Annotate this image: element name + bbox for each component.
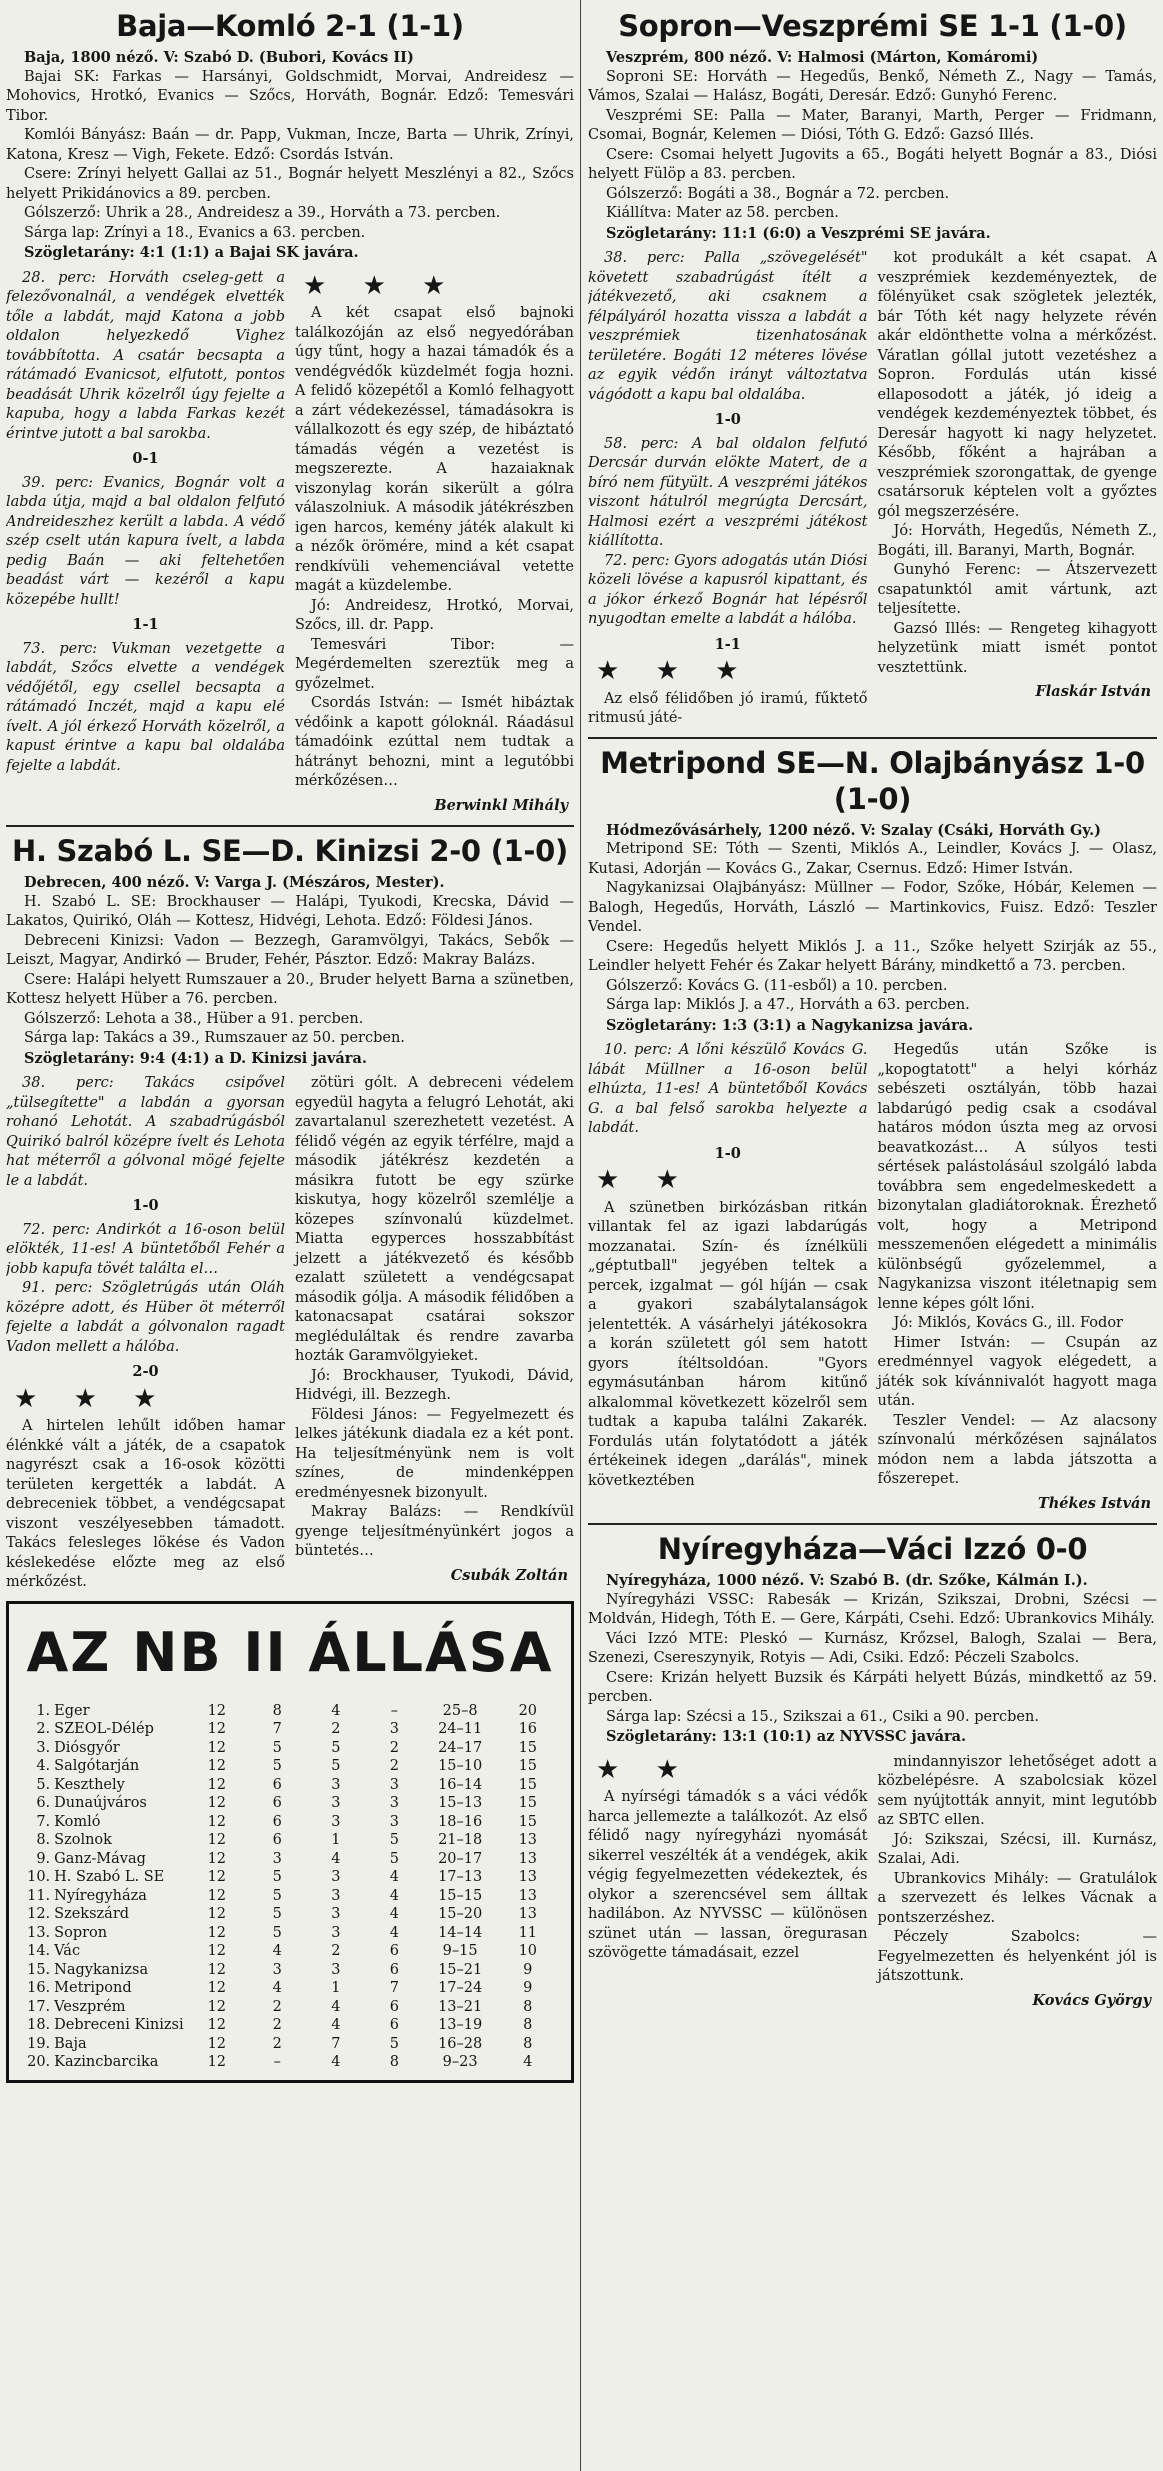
stat-cell: 5 — [272, 1758, 282, 1774]
coach-quote: Temesvári Tibor: — Megérdemelten szereztük meg a győzelmet. — [295, 636, 574, 692]
venue-line: Baja, 1800 néző. V: Szabó D. (Bubori, Kovács II) — [24, 49, 414, 66]
team-line: H. Szabó L. SE: Brockhauser — Halápi, Tyukodi, Krecska, Dávid — Lakatos, Quirikó, Oláh — Kottesz, Hidvégi, Lehota. Edző: Földesi János. — [6, 893, 574, 929]
score-line: 1-0 — [132, 1197, 159, 1214]
report-text: A hirtelen lehűlt időben hamar élénkké vált a játék, de a csapatok nagyrészt csak a 16-osok közötti területen kergették a labdát. A debreceniek többet, a vendégcsapat viszont veszélyesebben támadott. Takács felesleges lökése és Vadon késlekedése előzte meg az első mérkőzést. — [6, 1418, 285, 1590]
table-row — [21, 1831, 559, 1850]
rank-cell: 6. — [36, 1795, 51, 1811]
stat-cell: 4 — [331, 2054, 341, 2070]
stat-cell: 12 — [207, 1850, 227, 1867]
venue-line: Hódmezővásárhely, 1200 néző. V: Szalay (Csáki, Horváth Gy.) — [606, 821, 1102, 839]
team-line: Veszprémi SE: Palla — Mater, Baranyi, Marth, Perger — Fridmann, Csomai, Bognár, Kelemen — Diósi, Tóth G. Edző: Gazsó Illés. — [588, 107, 1157, 143]
goal-description: 39. perc: Evanics, Bognár volt a labda útja, majd a bal oldalon felfutó Andreideszhez került a labda. A védő szép cselt után kapura ívelt, a labda pedig Baán — aki feltehetően beadást várt — kezéről a kapu közepébe hullt! — [6, 474, 285, 608]
stat-cell: 16–28 — [438, 2035, 483, 2052]
stat-cell: 8 — [523, 2017, 533, 2033]
score-line: 1-0 — [714, 1144, 741, 1162]
score-line: 1-1 — [714, 635, 741, 653]
goal-description: 91. perc: Szögletrúgás után Oláh középre adott, és Hüber öt méterről fejelte a labdát a gólvonalon ragadt Vadon mellett a hálóba. — [6, 1280, 285, 1355]
stat-cell: 13–19 — [438, 2017, 483, 2033]
stat-cell: 17–24 — [438, 1980, 483, 1996]
stat-cell: 3 — [331, 1869, 341, 1885]
match-lineup — [6, 48, 574, 263]
table-row — [21, 1924, 559, 1943]
team-line: Nagykanizsai Olajbányász: Müllner — Fodor, Szőke, Hóbár, Kelemen — Balogh, Hegedűs, Horváth, László — Martinkovics, Fuisz. Edző: Teszler Vendel. — [588, 880, 1157, 935]
verdict-line: Jó: Andreidesz, Hrotkó, Morvai, Szőcs, ill. dr. Papp. — [295, 597, 574, 633]
stat-cell: 5 — [272, 1887, 282, 1904]
stat-cell: 24–17 — [438, 1739, 483, 1756]
verdict-line: Jó: Miklós, Kovács G., ill. Fodor — [893, 1315, 1123, 1331]
team-cell: Kazincbarcika — [54, 2054, 159, 2070]
stat-cell: 13 — [518, 1887, 538, 1904]
stat-cell: 4 — [389, 1887, 400, 1904]
report-column — [878, 249, 1158, 729]
stat-cell: 17–13 — [438, 1869, 483, 1885]
stat-cell: 7 — [272, 1721, 282, 1737]
coach-quote: Gazsó Illés: — Rengeteg kihagyott helyzetünk miatt ismét pontot vesztettünk. — [877, 620, 1157, 676]
report-column — [588, 1753, 868, 2013]
table-row — [21, 2035, 559, 2054]
table-row — [21, 1739, 559, 1758]
table-row — [21, 1887, 559, 1906]
table-row — [21, 1850, 559, 1869]
subs-line: Csere: Krizán helyett Buzsik és Kárpáti helyett Búzás, mindkettő az 59. percben. — [588, 1669, 1157, 1705]
cards-line: Sárga lap: Takács a 39., Rumszauer az 50. percben. — [24, 1030, 405, 1046]
stat-cell: 3 — [389, 1813, 400, 1830]
stat-cell: 9–23 — [442, 2054, 478, 2070]
goal-description: 28. perc: Horváth cseleg-gett a felezővonalnál, a vendégek elvették tőle a labdát, majd Katona a jobb oldalon helyezkedő Vighez továbbította. A csatár becsapta a rátámadó Evanicsot, elfutott, pontos beadását Uhrik közelről úgy fejelte a kapuba, hogy a labda Farkas kezét érintve jutott a bal sarokba. — [6, 269, 285, 442]
subs-line: Csere: Halápi helyett Rumszauer a 20., Bruder helyett Barna a szünetben, Kottesz helyett Hüber a 76. percben. — [6, 971, 574, 1007]
coach-quote: Csordás István: — Ismét hibáztak védőink a kapott góloknál. Ráadásul támadóink ezúttal nem tudtak a hátrányt behozni, mint a legutóbbi mérkőzésen… — [295, 695, 574, 789]
stat-cell: 12 — [207, 1887, 227, 1904]
stat-cell: 12 — [207, 1980, 227, 1996]
venue-line: Nyíregyháza, 1000 néző. V: Szabó B. (dr. Szőke, Kálmán I.). — [606, 1572, 1088, 1589]
table-row — [21, 1757, 559, 1776]
stat-cell: 5 — [389, 1850, 400, 1867]
goal-description: 72. perc: Andirkót a 16-oson belül elökték, 11-es! A büntetőből Fehér a jobb kapufa tövét találta el… — [6, 1221, 285, 1277]
match-lineup — [588, 48, 1157, 243]
stat-cell: 15 — [518, 1739, 538, 1756]
stat-cell: 25–8 — [442, 1702, 478, 1719]
match-lineup — [588, 1571, 1157, 1747]
report-text: kot produkált a két csapat. A veszprémiek kezdeményeztek, de fölényüket csak szögletek jelezték, bár Tóth két nagy helyzete révén akár eldönthette volna a mérkőzést. Váratlan góllal jutott vezetéshez a Sopron. Fordulás után kissé ellaposodott a játék, jó ideig a vendégek kezdeményeztek többet, és Deresár hagyott ki nagy helyzetet. Később, főként a hajrában a veszprémiek szorongattak, de gyenge csatársoruk képtelen volt a győztes gól megszerzésére. — [877, 250, 1157, 520]
report-column — [295, 1074, 574, 1593]
stat-cell: 4 — [523, 2054, 533, 2070]
standings-box — [6, 1601, 574, 2083]
corners-line: Szögletarány: 4:1 (1:1) a Bajai SK javára. — [24, 244, 359, 261]
table-row — [21, 1813, 559, 1832]
team-cell: Dunaújváros — [54, 1795, 147, 1811]
stat-cell: 10 — [518, 1943, 538, 1959]
team-line: Váci Izzó MTE: Pleskó — Kurnász, Krőzsel, Balogh, Szalai — Bera, Szenezi, Csereszynyik, Rotyis — Adi, Csiki. Edző: Péczeli Szabolcs. — [588, 1630, 1157, 1666]
stat-cell: 4 — [389, 1906, 400, 1922]
stat-cell: 13 — [518, 1906, 538, 1922]
rank-cell: 11. — [27, 1887, 51, 1904]
stat-cell: 8 — [389, 2054, 400, 2070]
team-cell: Sopron — [54, 1924, 108, 1941]
match-report — [588, 1041, 1157, 1515]
table-row — [21, 1794, 559, 1813]
goal-description: 38. perc: Palla „szövegelését" követett szabadrúgást ítélt a játékvezető, aki csaknem a félpályáról hozatta vissza a labdát a veszprémiek tizenhatosának területére. Bogáti 12 méteres lövése az egyik védőn irányt változtatva vágódott a kapu bal oldalába. — [588, 250, 868, 403]
match-headline: Sopron—Veszprémi SE 1-1 (1-0) — [618, 9, 1127, 43]
stat-cell: 12 — [207, 1924, 227, 1941]
red-card-line: Kiállítva: Mater az 58. percben. — [606, 205, 839, 221]
stat-cell: 2 — [272, 1998, 282, 2015]
byline: Thékes István — [1037, 1494, 1151, 1512]
match-report — [6, 269, 574, 818]
team-line: Komlói Bányász: Baán — dr. Papp, Vukman, Incze, Barta — Uhrik, Zrínyi, Katona, Kresz — Vigh, Fekete. Edző: Csordás István. — [6, 127, 574, 163]
stat-cell: 7 — [389, 1980, 400, 1996]
report-column — [588, 249, 868, 729]
rank-cell: 10. — [27, 1869, 51, 1885]
match-headline: H. Szabó L. SE—D. Kinizsi 2-0 (1-0) — [11, 834, 569, 868]
stat-cell: 9–15 — [442, 1943, 478, 1959]
table-row — [21, 1868, 559, 1887]
stat-cell: 12 — [207, 1998, 227, 2015]
stat-cell: 1 — [331, 1980, 341, 1996]
team-cell: Szolnok — [54, 1832, 112, 1848]
match-report — [588, 249, 1157, 729]
stat-cell: 12 — [207, 2035, 227, 2052]
team-cell: H. Szabó L. SE — [54, 1869, 165, 1885]
stat-cell: 15 — [518, 1795, 538, 1811]
rank-cell: 7. — [36, 1813, 51, 1830]
stat-cell: 12 — [207, 1832, 227, 1848]
stat-cell: 12 — [207, 1776, 227, 1793]
stat-cell: 7 — [331, 2035, 341, 2052]
stat-cell: 6 — [389, 2017, 400, 2033]
table-row — [21, 1702, 559, 1721]
rank-cell: 8. — [36, 1832, 51, 1848]
team-cell: Eger — [54, 1702, 90, 1719]
goal-description: 73. perc: Vukman vezetgette a labdát, Szőcs elvette a vendégek védőjétől, egy csellel becsapta a rátámadó Inczét, majd a kapu elé ívelt. A jól érkező Horváth közelről, a kapust érintve a kapu bal oldalába fejelte a labdát. — [6, 640, 285, 774]
rank-cell: 14. — [27, 1943, 51, 1959]
corners-line: Szögletarány: 1:3 (3:1) a Nagykanizsa javára. — [606, 1016, 974, 1034]
team-cell: Ganz-Mávag — [54, 1850, 146, 1867]
report-text: Az első félidőben jó iramú, fűktető ritmusú játé- — [588, 690, 868, 726]
report-column — [878, 1753, 1158, 2013]
score-line: 1-0 — [714, 411, 741, 428]
venue-line: Veszprém, 800 néző. V: Halmosi (Márton, Komáromi) — [606, 49, 1039, 66]
report-column — [6, 1074, 285, 1593]
stat-cell: 1 — [331, 1832, 341, 1848]
rank-cell: 12. — [27, 1906, 51, 1922]
table-row — [21, 1998, 559, 2017]
report-column — [588, 1041, 868, 1515]
table-row — [21, 1942, 559, 1961]
stat-cell: 15–13 — [438, 1795, 483, 1811]
rank-cell: 2. — [36, 1721, 51, 1737]
stat-cell: 8 — [523, 2035, 533, 2052]
stat-cell: 4 — [331, 1702, 341, 1719]
team-cell: Nyíregyháza — [54, 1887, 147, 1904]
rank-cell: 15. — [27, 1961, 51, 1978]
stat-cell: 12 — [207, 1702, 227, 1719]
stat-cell: 8 — [523, 1998, 533, 2015]
stat-cell: 15–21 — [438, 1961, 483, 1978]
cards-line: Sárga lap: Szécsi a 15., Szikszai a 61., Csiki a 90. percben. — [606, 1708, 1039, 1725]
stat-cell: 13 — [518, 1869, 538, 1885]
team-cell: Komló — [54, 1813, 101, 1830]
table-row — [21, 2016, 559, 2035]
coach-quote: Himer István: — Csupán az eredménnyel vagyok elégedett, a játék sok kívánnivalót hagyott maga után. — [877, 1334, 1157, 1409]
stat-cell: 3 — [331, 1924, 341, 1941]
rating-stars: ★ ★ — [596, 1754, 693, 1785]
stat-cell: 20 — [518, 1702, 538, 1719]
stat-cell: – — [273, 2054, 281, 2070]
rating-stars: ★ ★ ★ — [596, 656, 753, 686]
corners-line: Szögletarány: 11:1 (6:0) a Veszprémi SE javára. — [606, 224, 991, 242]
goal-description: 10. perc: A lőni készülő Kovács G. lábát Müllner a 16-oson belül elhúzta, 11-es! A büntetőből Kovács G. a bal felső sarokba helyezte a labdát. — [588, 1042, 868, 1136]
stat-cell: 3 — [331, 1887, 341, 1904]
team-line: Soproni SE: Horváth — Hegedűs, Benkő, Németh Z., Nagy — Tamás, Vámos, Szalai — Halász, Bogáti, Deresár. Edző: Gunyhó Ferenc. — [588, 68, 1157, 104]
coach-quote: Ubrankovics Mihály: — Gratulálok a szervezett és lelkes Vácnak a pontszerzéshez. — [877, 1870, 1157, 1926]
subs-line: Csere: Hegedűs helyett Miklós J. a 11., Szőke helyett Szirják az 55., Leindler helyett Fehér és Zakar helyett Bárány, mindkettő a 73. percben. — [588, 938, 1157, 974]
stat-cell: 12 — [207, 1813, 227, 1830]
stat-cell: 18–16 — [438, 1813, 483, 1830]
team-cell: Szekszárd — [54, 1906, 130, 1922]
byline: Berwinkl Mihály — [434, 796, 568, 814]
stat-cell: 2 — [331, 1943, 341, 1959]
match-lineup — [6, 873, 574, 1068]
scorers-line: Gólszerző: Kovács G. (11-esből) a 10. percben. — [606, 977, 948, 994]
stat-cell: 4 — [331, 1850, 341, 1867]
coach-quote: Gunyhó Ferenc: — Átszervezett csapatunktól amit vártunk, azt teljesítette. — [877, 562, 1157, 617]
goal-description: 38. perc: Takács csipővel „tülsegítette" a labdán a gyorsan rohanó Lehotát. A szabadrúgásból Quirikó balról középre ívelt és Lehota hat méterről a gólvonal mögé fejelte le a labdát. — [6, 1075, 285, 1189]
goal-description: 72. perc: Gyors adogatás után Diósi közeli lövése a kapusról kipattant, és a jókor érkező Bognár hat lépésről nyugodtan emelte a labdát a hálóba. — [588, 552, 868, 627]
stat-cell: 12 — [207, 1795, 227, 1811]
report-column — [295, 269, 574, 818]
team-cell: Keszthely — [54, 1776, 125, 1793]
goal-description: 58. perc: A bal oldalon felfutó Dercsár durván elökte Matert, de a bíró nem fütyült. A veszprémi játékos viszont hátulról megrúgta Dercsárt, Halmosi ezért a veszprémi játékost kiállította. — [588, 435, 868, 549]
rank-cell: 18. — [27, 2017, 51, 2033]
stat-cell: 3 — [331, 1795, 341, 1811]
stat-cell: 3 — [389, 1795, 400, 1811]
stat-cell: 2 — [389, 1758, 400, 1774]
stat-cell: 16 — [518, 1721, 538, 1737]
team-cell: Metripond — [54, 1980, 132, 1996]
report-text: A két csapat első bajnoki találkozóján az első negyedórában úgy tűnt, hogy a hazai támadók és a vendégvédők küzdelmét fogja hozni. A felidő közepétől a Komló felhagyott a zárt védekezéssel, támadásokra is vállalkozott és egy szép, de hibáztató támadás végén a vezetést is megszerezte. A hazaiaknak viszonylag korán sikerült a gólra válaszolniuk. A második játékrészben igen harcos, kemény játék alakult ki a nézők örömére, mind a két csapat rendkívüli vehemenciával vetette magát a küzdelembe. — [295, 305, 574, 594]
venue-line: Debrecen, 400 néző. V: Varga J. (Mészáros, Mester). — [24, 874, 445, 891]
team-cell: Diósgyőr — [54, 1739, 120, 1756]
stat-cell: 4 — [331, 2017, 341, 2033]
coach-quote: Földesi János: — Fegyelmezett és lelkes játékunk diadala ez a két pont. Ha teljesítményünk nem is volt színes, de mindenképpen eredményesnek bizonyult. — [295, 1406, 574, 1501]
rank-cell: 13. — [27, 1924, 51, 1941]
stat-cell: 12 — [207, 1961, 227, 1978]
rank-cell: 17. — [27, 1998, 51, 2015]
stat-cell: 15 — [518, 1758, 538, 1774]
corners-line: Szögletarány: 9:4 (4:1) a D. Kinizsi javára. — [24, 1049, 367, 1067]
stat-cell: 5 — [272, 1739, 282, 1756]
verdict-line: Jó: Brockhauser, Tyukodi, Dávid, Hidvégi, ill. Bezzegh. — [295, 1367, 574, 1403]
rank-cell: 1. — [36, 1702, 51, 1719]
stat-cell: 3 — [331, 1961, 341, 1978]
match-headline: Baja—Komló 2-1 (1-1) — [116, 9, 464, 43]
stat-cell: 6 — [272, 1813, 282, 1830]
coach-quote: Makray Balázs: — Rendkívül gyenge teljesítményünkért jogos a büntetés… — [295, 1504, 574, 1559]
rank-cell: 16. — [27, 1980, 51, 1996]
report-text: A nyírségi támadók s a váci védők harca jellemezte a találkozót. Az első félidő nagy nyíregyházi nyomását sikerrel veszélték át a vendégek, akik végig fegyelmezetten védekeztek, és olykor a szerencsével sem álltak hadilábon. Az NYVSSC — különösen szünet után — lassan, öregurasan szövögette támadásait, ezzel — [588, 1789, 868, 1961]
stat-cell: 14–14 — [438, 1924, 483, 1941]
team-cell: SZEOL-Délép — [54, 1721, 154, 1737]
stat-cell: 15 — [518, 1813, 538, 1830]
table-row — [21, 1979, 559, 1998]
section-divider — [588, 737, 1157, 739]
stat-cell: 2 — [272, 2035, 282, 2052]
rating-stars: ★ ★ ★ — [14, 1383, 171, 1414]
team-cell: Baja — [54, 2035, 87, 2052]
stat-cell: 4 — [272, 1943, 282, 1959]
stat-cell: 2 — [389, 1739, 400, 1756]
stat-cell: 4 — [331, 1998, 341, 2015]
section-divider — [588, 1523, 1157, 1525]
match-headline: Metripond SE—N. Olajbányász 1-0 (1-0) — [600, 745, 1145, 816]
stat-cell: 15 — [518, 1776, 538, 1793]
byline: Kovács György — [1032, 1991, 1151, 2009]
team-cell: Salgótarján — [54, 1758, 140, 1774]
stat-cell: 15–10 — [438, 1758, 483, 1774]
subs-line: Csere: Csomai helyett Jugovits a 65., Bogáti helyett Bognár a 83., Diósi helyett Fülöp a 83. percben. — [588, 146, 1157, 182]
report-column — [6, 269, 285, 818]
corners-line: Szögletarány: 13:1 (10:1) az NYVSSC javára. — [606, 1728, 967, 1745]
stat-cell: 9 — [523, 1980, 533, 1996]
team-line: Metripond SE: Tóth — Szenti, Miklós A., Leindler, Kovács J. — Olasz, Kutasi, Adorján — Kovács G., Zakar, Csernus. Edző: Himer István. — [588, 841, 1157, 877]
stat-cell: 12 — [207, 1721, 227, 1737]
stat-cell: 21–18 — [438, 1832, 483, 1848]
stat-cell: 3 — [272, 1850, 282, 1867]
stat-cell: 13–21 — [438, 1998, 483, 2015]
stat-cell: 3 — [389, 1776, 400, 1793]
team-line: Nyíregyházi VSSC: Rabesák — Krizán, Szikszai, Drobni, Szécsi — Moldván, Hidegh, Tóth E. — Gere, Kárpáti, Csehi. Edző: Ubrankovics Mihály. — [588, 1591, 1157, 1627]
right-column — [588, 6, 1157, 2464]
report-text: A szünetben birkózásban ritkán villantak fel az igazi labdarúgás mozzanatai. Szín- és íznélküli „géptutball" jegyében teltek a percek, izgalmat — gól híján — csak a gyakori szabálytalanságok jelentették. A vásárhelyi játékosokra a korán született gól sem hatott gyors ítéltsoldóan. "Gyors egymásutánban három kitűnő alkalommal következett közelről sem tudtak a kapuba találni Zakarék. Fordulás után folytatódott a játék értékeinek idegen „darálás", minek következtében — [588, 1199, 868, 1489]
stat-cell: 12 — [207, 1739, 227, 1756]
stat-cell: 4 — [389, 1869, 400, 1885]
stat-cell: 3 — [331, 1906, 341, 1922]
cards-line: Sárga lap: Zrínyi a 18., Evanics a 63. percben. — [24, 224, 366, 241]
rank-cell: 3. — [36, 1739, 51, 1756]
stat-cell: 5 — [389, 1832, 400, 1848]
report-text: Hegedűs után Szőke is „kopogtatott" a helyi kórház sebészeti osztályán, több hazai labdarúgó pedig csak a csodával határos módon úszta meg az orvosi beavatkozást… A súlyos testi sértések palástolásául szolgáló labda továbbra sem engedelmeskedett a bizonytalan gladiátoroknak. Érezhető volt, hogy a Metripond messzemenően elégedett a minimális különbségű győzelemmel, a Nagykanizsa viszont itéletnapig sem lenne képes gólt lőni. — [877, 1042, 1157, 1312]
report-text: zötüri gólt. A debreceni védelem egyedül hagyta a felugró Lehotát, aki zavartalanul szerezhetett vezetést. A félidő végén az egyik térfélre, majd a második játékrész kezdetén a másikra futott be egy szürke kiskutya, hogy közelről szemlélje a közepes színvonalú küzdelmet. Miatta egyperces hosszabbítást jelzett a játékvezető és később ezalatt született a vendégcsapat második gólja. A második félidőben a katonacsapat csatárai sokszor megléduláltak és rendre zavarba hozták Garamvölgyieket. — [295, 1075, 574, 1364]
standings-title: AZ NB II ÁLLÁSA — [26, 1620, 554, 1684]
table-row — [21, 2053, 559, 2072]
report-column — [878, 1041, 1158, 1515]
match-lineup — [588, 821, 1157, 1036]
stat-cell: 12 — [207, 1758, 227, 1774]
table-row — [21, 1720, 559, 1739]
stat-cell: 3 — [389, 1721, 400, 1737]
section-divider — [6, 825, 574, 827]
stat-cell: 13 — [518, 1832, 538, 1848]
stat-cell: 12 — [207, 1943, 227, 1959]
stat-cell: 13 — [518, 1850, 538, 1867]
stat-cell: 6 — [389, 1961, 400, 1978]
rating-stars: ★ ★ — [596, 1165, 693, 1195]
rank-cell: 4. — [36, 1758, 51, 1774]
score-line: 0-1 — [132, 450, 159, 467]
match-headline: Nyíregyháza—Váci Izzó 0-0 — [657, 1532, 1088, 1566]
stat-cell: 6 — [389, 1943, 400, 1959]
stat-cell: 6 — [272, 1776, 282, 1793]
rank-cell: 9. — [36, 1850, 51, 1867]
stat-cell: 12 — [207, 2017, 227, 2033]
rating-stars: ★ ★ ★ — [303, 270, 460, 301]
report-text: mindannyiszor lehetőséget adott a közbelépésre. A szabolcsiak közel sem nyújtották annyit, mint legutóbb az SBTC ellen. — [877, 1753, 1157, 1828]
verdict-line: Jó: Horváth, Hegedűs, Németh Z., Bogáti, ill. Baranyi, Marth, Bognár. — [877, 523, 1157, 559]
stat-cell: 11 — [518, 1924, 538, 1941]
stat-cell: 5 — [389, 2035, 400, 2052]
stat-cell: 12 — [207, 2054, 227, 2070]
match-report — [588, 1753, 1157, 2013]
left-column — [6, 6, 574, 2464]
standings-table — [21, 1702, 559, 2072]
scorers-line: Gólszerző: Bogáti a 38., Bognár a 72. percben. — [606, 185, 950, 202]
rank-cell: 5. — [36, 1776, 51, 1793]
verdict-line: Jó: Szikszai, Szécsi, ill. Kurnász, Szalai, Adi. — [877, 1831, 1157, 1867]
rank-cell: 19. — [27, 2035, 51, 2052]
team-cell: Debreceni Kinizsi — [54, 2017, 184, 2033]
stat-cell: – — [390, 1702, 399, 1719]
score-line: 2-0 — [132, 1363, 159, 1380]
team-cell: Vác — [54, 1943, 81, 1959]
team-cell: Veszprém — [54, 1998, 126, 2015]
score-line: 1-1 — [132, 616, 159, 633]
stat-cell: 6 — [272, 1832, 282, 1848]
stat-cell: 20–17 — [438, 1850, 483, 1867]
stat-cell: 12 — [207, 1869, 227, 1885]
team-line: Debreceni Kinizsi: Vadon — Bezzegh, Garamvölgyi, Takács, Sebők — Leiszt, Magyar, Andirkó — Bruder, Fehér, Pásztor. Edző: Makray Balázs. — [6, 932, 574, 968]
stat-cell: 5 — [331, 1739, 341, 1756]
byline: Flaskár István — [1035, 683, 1151, 700]
subs-line: Csere: Zrínyi helyett Gallai az 51., Bognár helyett Meszlényi a 82., Szőcs helyett Prikidánovics a 89. percben. — [6, 166, 574, 202]
stat-cell: 16–14 — [438, 1776, 483, 1793]
byline: Csubák Zoltán — [450, 1566, 568, 1584]
stat-cell: 15–20 — [438, 1906, 483, 1922]
stat-cell: 3 — [331, 1813, 341, 1830]
table-row — [21, 1776, 559, 1795]
stat-cell: 2 — [272, 2017, 282, 2033]
stat-cell: 5 — [272, 1924, 282, 1941]
table-row — [21, 1961, 559, 1980]
stat-cell: 6 — [389, 1998, 400, 2015]
scorers-line: Gólszerző: Uhrik a 28., Andreidesz a 39., Horváth a 73. percben. — [24, 205, 501, 221]
coach-quote: Teszler Vendel: — Az alacsony színvonalú mérkőzésen sajnálatos módon nem a labda játszotta a főszerepet. — [877, 1412, 1157, 1487]
stat-cell: 3 — [272, 1961, 282, 1978]
stat-cell: 9 — [523, 1961, 533, 1978]
stat-cell: 5 — [272, 1906, 282, 1922]
stat-cell: 15–15 — [438, 1887, 483, 1904]
stat-cell: 6 — [272, 1795, 282, 1811]
match-report — [6, 1074, 574, 1593]
table-row — [21, 1905, 559, 1924]
column-rule — [580, 0, 581, 2471]
stat-cell: 3 — [331, 1776, 341, 1793]
stat-cell: 2 — [331, 1721, 341, 1737]
stat-cell: 12 — [207, 1906, 227, 1922]
stat-cell: 4 — [272, 1980, 282, 1996]
stat-cell: 5 — [331, 1758, 341, 1774]
scorers-line: Gólszerző: Lehota a 38., Hüber a 91. percben. — [24, 1010, 364, 1027]
stat-cell: 4 — [389, 1924, 400, 1941]
stat-cell: 5 — [272, 1869, 282, 1885]
rank-cell: 20. — [27, 2054, 51, 2070]
stat-cell: 8 — [272, 1702, 282, 1719]
team-cell: Nagykanizsa — [54, 1961, 149, 1978]
stat-cell: 24–11 — [438, 1721, 483, 1737]
coach-quote: Péczely Szabolcs: — Fegyelmezetten és helyenként jól is játszottunk. — [877, 1929, 1157, 1984]
team-line: Bajai SK: Farkas — Harsányi, Goldschmidt, Morvai, Andreidesz — Mohovics, Hrotkó, Evanics — Szőcs, Horváth, Bognár. Edző: Temesvári Tibor. — [6, 68, 574, 124]
cards-line: Sárga lap: Miklós J. a 47., Horváth a 63. percben. — [606, 997, 970, 1013]
